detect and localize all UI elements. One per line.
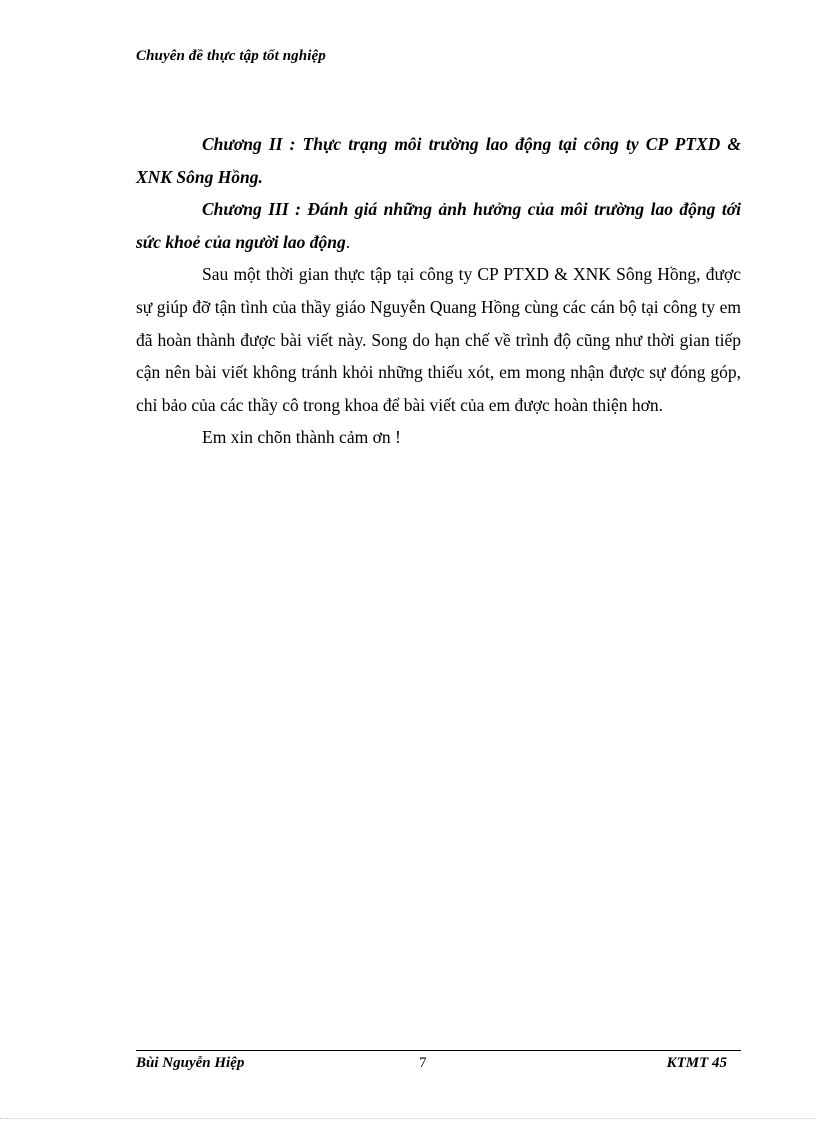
document-body — [136, 128, 741, 454]
chapter-3-title: Chương III : Đánh giá những ảnh hưởng của môi trường lao động tới sức khoẻ của người lao động — [136, 199, 741, 252]
chapter-3-period: . — [345, 231, 351, 252]
chapter-2-paragraph — [136, 128, 741, 193]
chapter-3-paragraph — [136, 193, 741, 258]
footer-divider — [136, 1050, 741, 1051]
footer-author: Bùi Nguyễn Hiệp — [136, 1055, 245, 1071]
header-title: Chuyên đề thực tập tốt nghiệp — [136, 48, 326, 64]
closing-line: Em xin chõn thành cảm ơn ! — [202, 427, 401, 448]
chapter-2-title: Chương II : Thực trạng môi trường lao động tại công ty CP PTXD & XNK Sông Hồng. — [136, 134, 741, 187]
body-paragraph: Sau một thời gian thực tập tại công ty CP PTXD & XNK Sông Hồng, được sự giúp đỡ tận tình của thầy giáo Nguyễn Quang Hồng cùng các cán bộ tại công ty em đã hoàn thành được bài viết này. Song do hạn chế về trình độ cũng như thời gian tiếp cận nên bài viết không tránh khỏi những thiếu xót, em mong nhận được sự đóng góp, chỉ bảo của các thầy cô trong khoa để bài viết của em được hoàn thiện hơn. — [136, 264, 741, 415]
page-footer — [136, 1055, 741, 1077]
page-number: 7 — [419, 1055, 427, 1071]
footer-class-code: KTMT 45 — [666, 1055, 727, 1071]
page-edge-divider — [0, 1118, 816, 1119]
